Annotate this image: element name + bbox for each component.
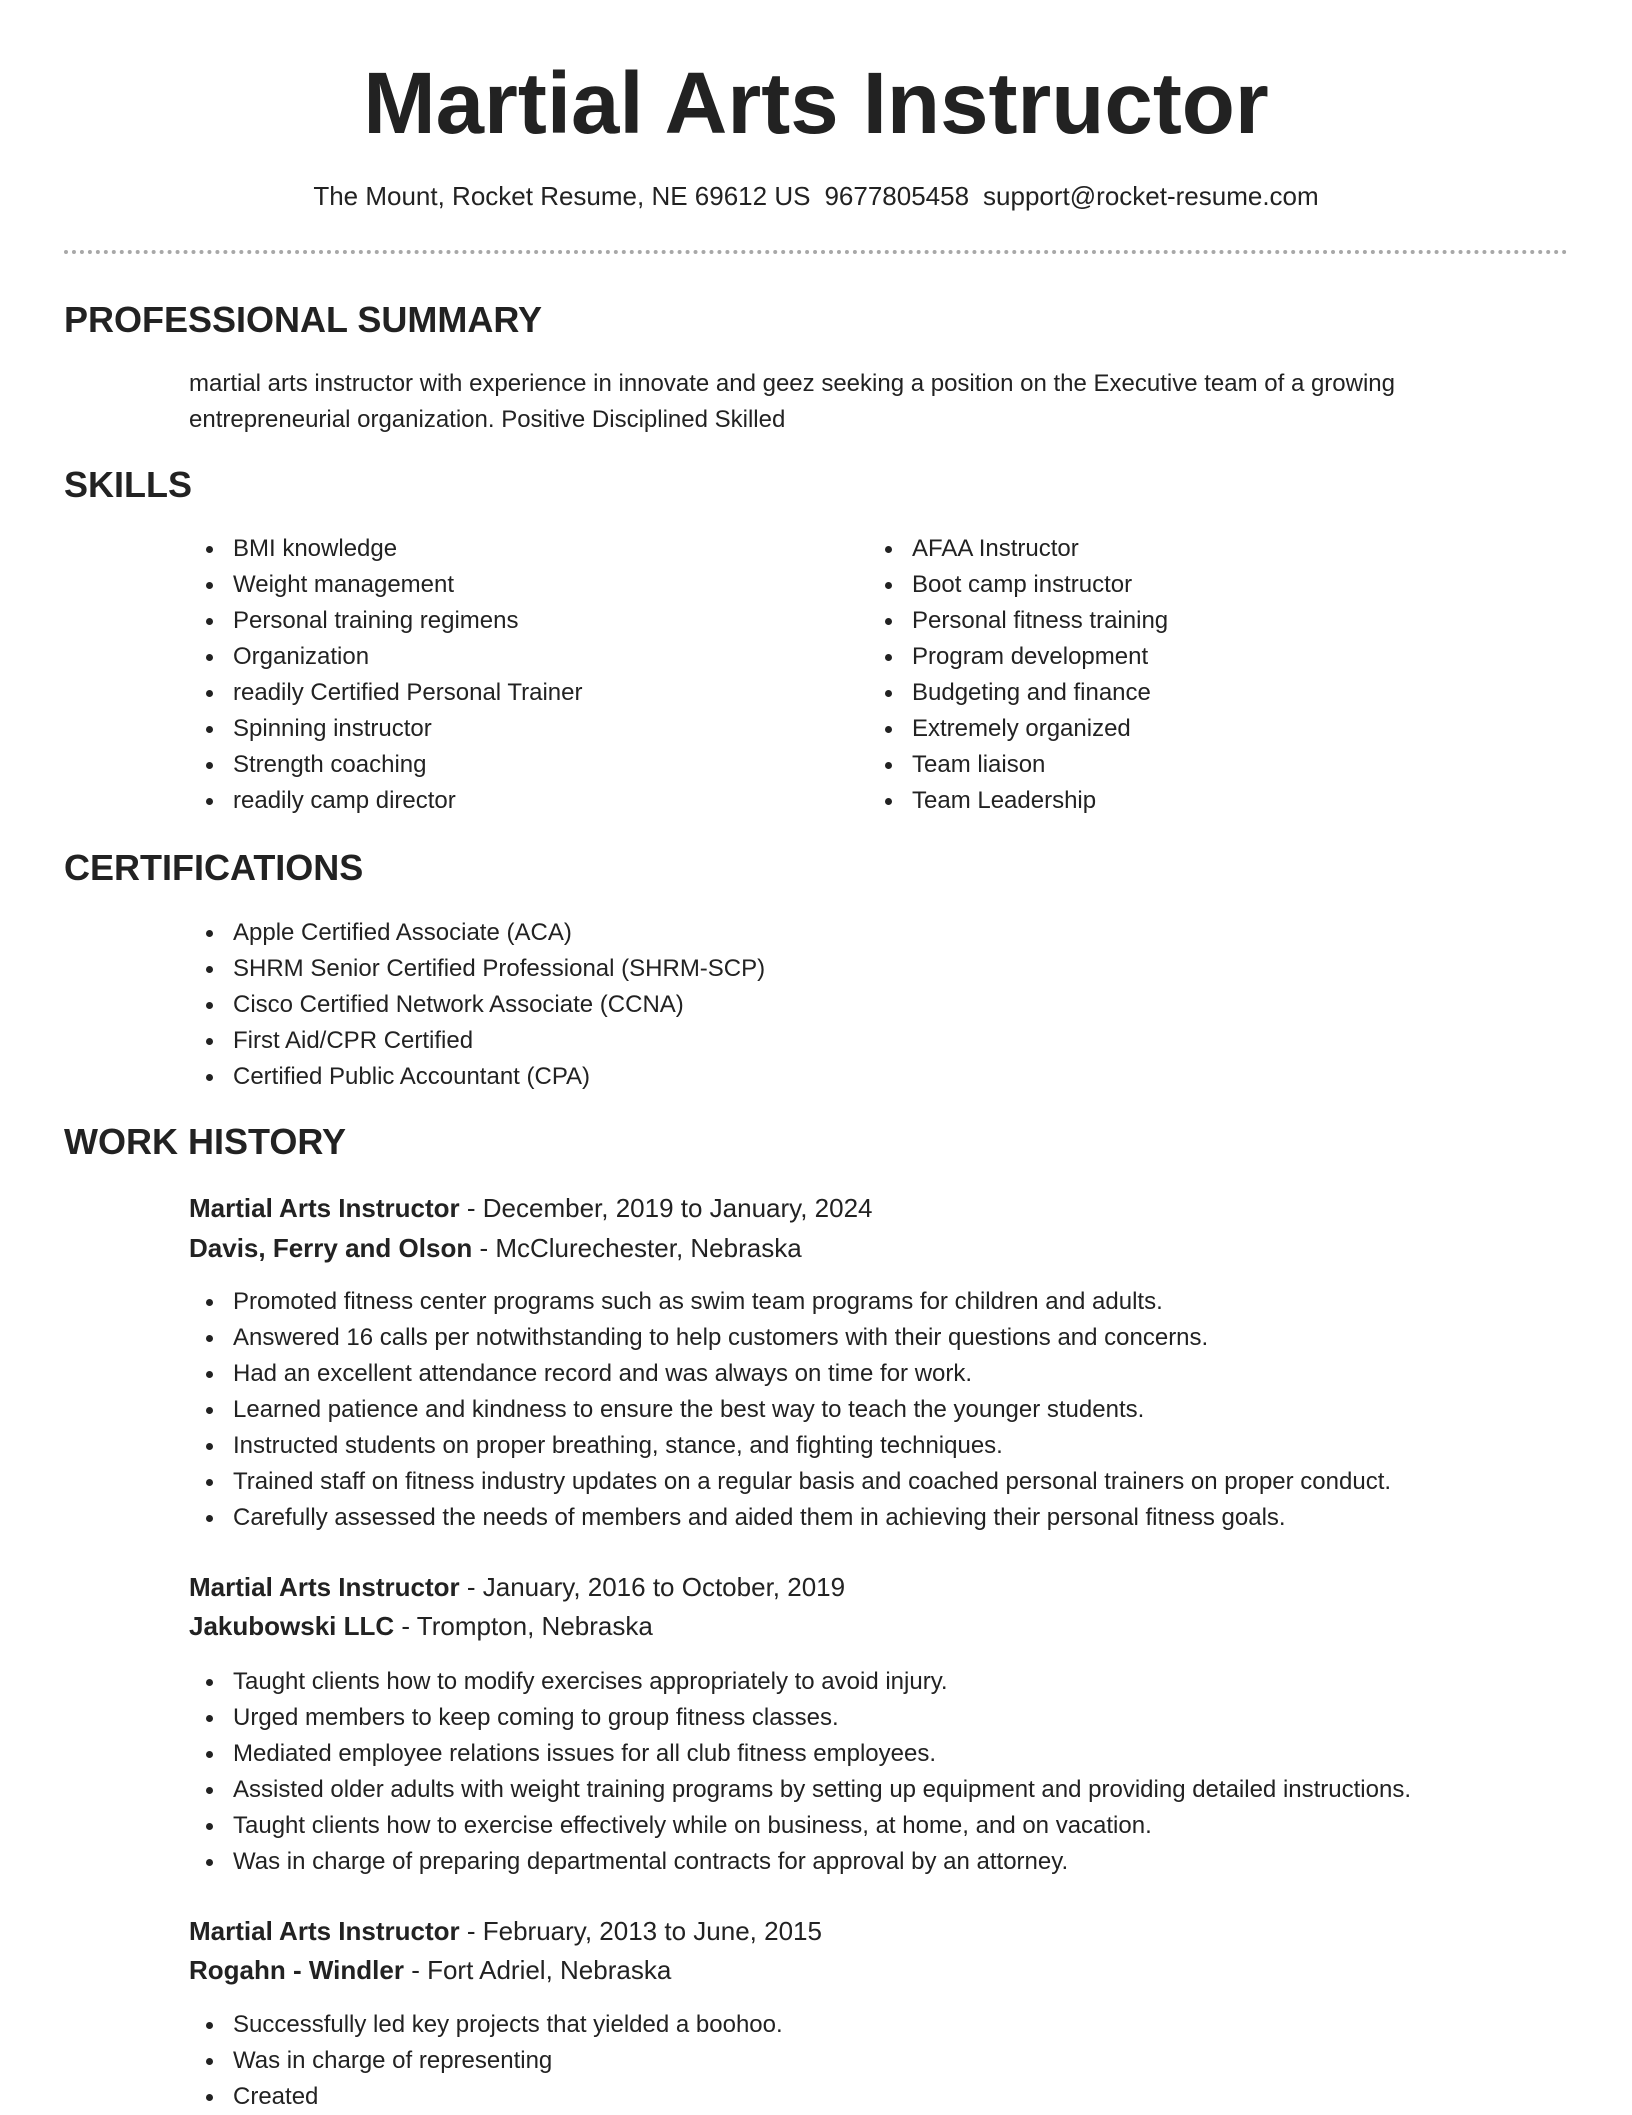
job-duty: Was in charge of preparing departmental contracts for approval by an attorney. xyxy=(189,1844,1411,1880)
skill-item: readily camp director xyxy=(189,783,583,819)
job-separator: - xyxy=(459,1916,483,1946)
job-company-line xyxy=(189,1952,671,1988)
job-separator: - xyxy=(472,1233,496,1263)
job-duty: Was in charge of representing xyxy=(189,2043,783,2079)
job-duty: Successfully led key projects that yielded a boohoo. xyxy=(189,2007,783,2043)
job-location: Fort Adriel, Nebraska xyxy=(427,1955,672,1985)
summary-heading: PROFESSIONAL SUMMARY xyxy=(64,299,543,340)
job-duty: Created xyxy=(189,2079,783,2115)
job-duty: Answered 16 calls per notwithstanding to help customers with their questions and concerns. xyxy=(189,1320,1391,1356)
certification-item: Cisco Certified Network Associate (CCNA) xyxy=(189,987,765,1023)
job-duties-list xyxy=(189,2007,783,2115)
skill-item: BMI knowledge xyxy=(189,531,583,567)
job-company-line xyxy=(189,1608,653,1644)
job-location: Trompton, Nebraska xyxy=(416,1611,653,1641)
job-dates: January, 2016 to October, 2019 xyxy=(482,1572,846,1602)
job-duty: Mediated employee relations issues for all club fitness employees. xyxy=(189,1736,1411,1772)
job-title: Martial Arts Instructor xyxy=(189,1572,460,1602)
job-title: Martial Arts Instructor xyxy=(189,1916,460,1946)
contact-phone: 9677805458 xyxy=(824,181,970,211)
job-title: Martial Arts Instructor xyxy=(189,1193,460,1223)
job-duty: Had an excellent attendance record and was always on time for work. xyxy=(189,1356,1391,1392)
job-duty: Instructed students on proper breathing, stance, and fighting techniques. xyxy=(189,1428,1391,1464)
skill-item: readily Certified Personal Trainer xyxy=(189,675,583,711)
job-duty: Urged members to keep coming to group fitness classes. xyxy=(189,1700,1411,1736)
job-duties-list xyxy=(189,1284,1391,1536)
skills-list-left xyxy=(189,531,583,819)
skill-item: Boot camp instructor xyxy=(868,567,1168,603)
job-duty: Assisted older adults with weight training programs by setting up equipment and providing detailed instructions. xyxy=(189,1772,1411,1808)
skill-item: Extremely organized xyxy=(868,711,1168,747)
skill-item: Weight management xyxy=(189,567,583,603)
skill-item: Organization xyxy=(189,639,583,675)
job-title-line xyxy=(189,1569,845,1605)
job-duty: Promoted fitness center programs such as swim team programs for children and adults. xyxy=(189,1284,1391,1320)
certification-item: Apple Certified Associate (ACA) xyxy=(189,915,765,951)
job-company: Davis, Ferry and Olson xyxy=(189,1233,473,1263)
job-duty: Learned patience and kindness to ensure the best way to teach the younger students. xyxy=(189,1392,1391,1428)
job-separator: - xyxy=(459,1572,483,1602)
summary-text: martial arts instructor with experience in innovate and geez seeking a position on the Executive team of a growing entrepreneurial organization. Positive Disciplined Skilled xyxy=(189,370,1395,433)
job-title-line xyxy=(189,1190,873,1226)
job-location: McClurechester, Nebraska xyxy=(495,1233,802,1263)
certification-item: SHRM Senior Certified Professional (SHRM-SCP) xyxy=(189,951,765,987)
job-separator: - xyxy=(403,1955,428,1985)
job-company: Jakubowski LLC xyxy=(189,1611,395,1641)
job-title-line xyxy=(189,1913,822,1949)
job-separator: - xyxy=(394,1611,417,1641)
skill-item: Personal training regimens xyxy=(189,603,583,639)
skill-item: Team liaison xyxy=(868,747,1168,783)
job-duties-list xyxy=(189,1664,1411,1880)
job-duty: Trained staff on fitness industry updates on a regular basis and coached personal trainers on proper conduct. xyxy=(189,1464,1391,1500)
contact-address: The Mount, Rocket Resume, NE 69612 US xyxy=(313,181,811,211)
job-dates: February, 2013 to June, 2015 xyxy=(482,1916,822,1946)
skills-heading: SKILLS xyxy=(64,464,193,505)
job-duty: Taught clients how to exercise effectively while on business, at home, and on vacation. xyxy=(189,1808,1411,1844)
header-divider xyxy=(64,250,1568,254)
certification-item: First Aid/CPR Certified xyxy=(189,1023,765,1059)
certifications-heading: CERTIFICATIONS xyxy=(64,847,364,888)
job-duty: Carefully assessed the needs of members and aided them in achieving their personal fitness goals. xyxy=(189,1500,1391,1536)
contact-email[interactable]: support@rocket-resume.com xyxy=(983,181,1319,211)
job-company: Rogahn - Windler xyxy=(189,1955,404,1985)
certification-item: Certified Public Accountant (CPA) xyxy=(189,1059,765,1095)
skill-item: Personal fitness training xyxy=(868,603,1168,639)
job-separator: - xyxy=(459,1193,483,1223)
job-dates: December, 2019 to January, 2024 xyxy=(482,1193,873,1223)
skill-item: Spinning instructor xyxy=(189,711,583,747)
job-company-line xyxy=(189,1230,802,1266)
certifications-list xyxy=(189,915,765,1095)
work-history-heading: WORK HISTORY xyxy=(64,1121,347,1162)
resume-title: Martial Arts Instructor xyxy=(363,55,1269,152)
skill-item: Team Leadership xyxy=(868,783,1168,819)
job-duty: Taught clients how to modify exercises appropriately to avoid injury. xyxy=(189,1664,1411,1700)
skill-item: Strength coaching xyxy=(189,747,583,783)
skill-item: AFAA Instructor xyxy=(868,531,1168,567)
skill-item: Program development xyxy=(868,639,1168,675)
skills-list-right xyxy=(868,531,1168,819)
contact-line xyxy=(0,181,1632,212)
skill-item: Budgeting and finance xyxy=(868,675,1168,711)
